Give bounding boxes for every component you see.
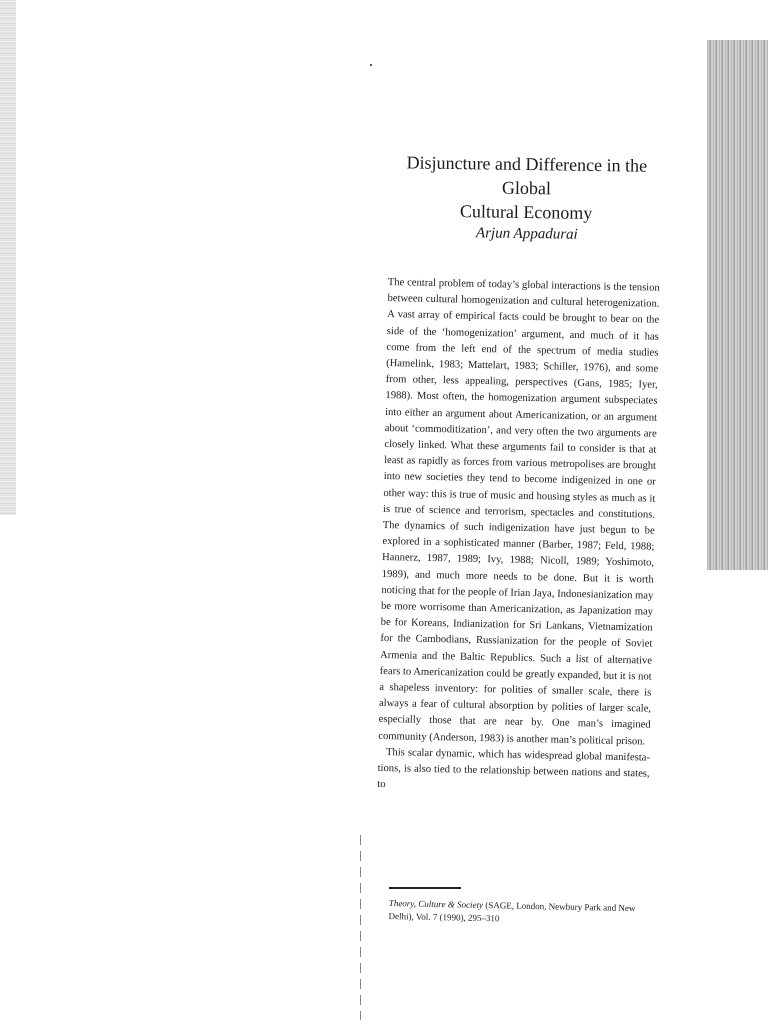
article-body	[377, 275, 660, 799]
scan-edge-right	[707, 40, 768, 570]
footnote-rule	[389, 887, 461, 889]
footnote	[388, 897, 660, 929]
scan-speck	[370, 64, 372, 66]
title-line-2: Cultural Economy	[459, 201, 593, 223]
article-title	[381, 150, 672, 226]
article-author: Arjun Appadurai	[475, 225, 578, 243]
scan-edge-left	[0, 0, 16, 515]
margin-line	[360, 835, 361, 1020]
footnote-journal: Theory, Culture & Society	[388, 897, 484, 910]
paragraph-1: The central problem of today’s global interactions is the tension between cultural homogenization and cultural heterogenization. A vast array of empirical facts could be brought to bear on the side of the ‘homogenization’ argument, and much of it has come from the left end of the spectrum of media studies (Hamelink, 1983; Mattelart, 1983; Schiller, 1976), and some from other, less appealing, perspectives (Gans, 1985; Iyer, 1988). Most often, the homogenization argument subspeciates into either an argument about Americanization, or an argument about ‘commoditization’, and very often the two arguments are closely linked. What these arguments fail to consider is that at least as rapidly as forces from various metropolises are brought into new societies they tend to become indigenized in one or other way: this is true of music and housing styles as much as it is true of science and terrorism, spectacles and constitutions. The dynamics of such indigenization have just begun to be explored in a sophisticated manner (Barber, 1987; Feld, 1988; Hannerz, 1987, 1989; Ivy, 1988; Nicoll, 1989; Yoshimoto, 1989), and much more needs to be done. But it is worth noticing that for the people of Irian Jaya, Indonesianization may be more worrisome than Americanization, as Japanization may be for Koreans, Indianization for Sri Lankans, Vietnamization for the Cambodians, Russianization for the people of Soviet Armenia and the Baltic Republics. Such a list of alternative fears to Americanization could be greatly expanded, but it is not a shapeless inventory: for polities of smaller scale, there is always a fear of cultural absorption by polities of larger scale, especially those that are near by. One man’s imagined community (Anderson, 1983) is another man’s political prison.	[378, 276, 660, 748]
title-line-1: Disjuncture and Difference in the Global	[406, 152, 648, 199]
paragraph-2: This scalar dynamic, which has widespread global manifestations, is also tied to the relationship between nations and states, to	[377, 746, 651, 791]
footnote-details: (SAGE, London, Newbury Park and New Delhi), Vol. 7 (1990), 295–310	[388, 899, 636, 924]
